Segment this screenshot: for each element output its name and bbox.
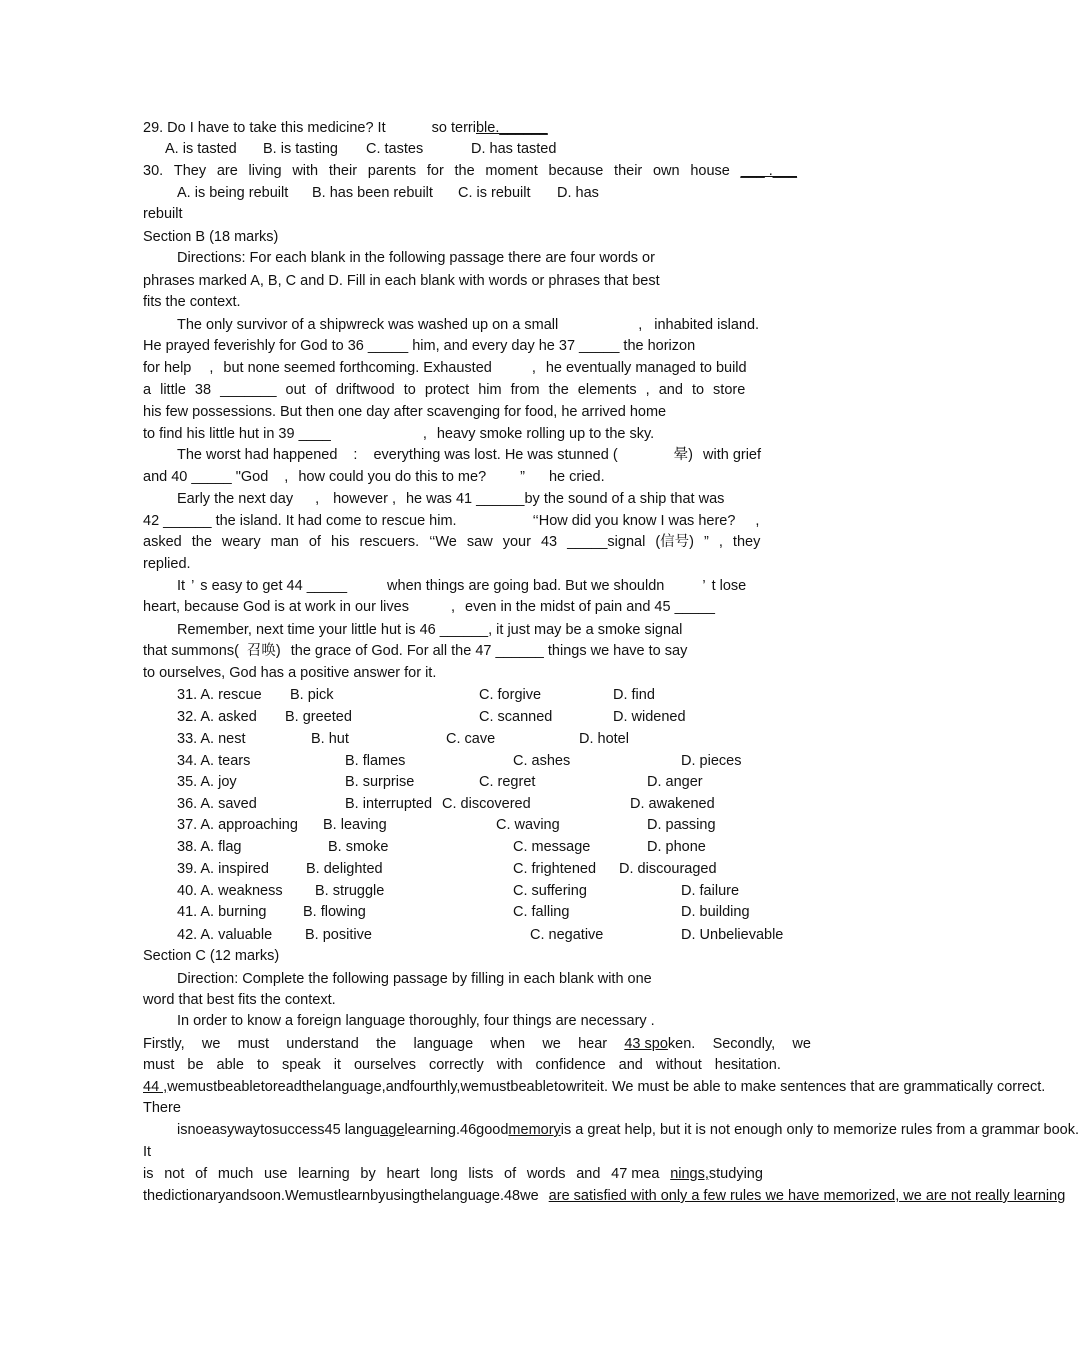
passage-line: He prayed feverishly for God to 36 _____ him, and every day he 37 _____ the horizon (143, 338, 696, 354)
option-37-d: D. passing (647, 817, 716, 833)
blank-43[interactable]: 43 spo (624, 1036, 668, 1052)
passage-line: replied. (143, 556, 191, 572)
option-39-a: 39. A. inspired (177, 861, 269, 877)
option-37-b: B. leaving (323, 817, 387, 833)
option-42-b: B. positive (305, 927, 372, 943)
q29-option-d: D. has tasted (471, 141, 557, 157)
passage-line: Early the next day , however , he was 41 ______by the sound of a ship that was (177, 491, 725, 507)
option-40-c: C. suffering (513, 883, 587, 899)
option-40-a: 40. A. weakness (177, 883, 283, 899)
option-32-d: D. widened (613, 709, 686, 725)
option-38-b: B. smoke (328, 839, 389, 855)
passage-line: to find his little hut in 39 ____ , heavy smoke rolling up to the sky. (143, 426, 655, 442)
blank-45[interactable]: age (380, 1122, 405, 1138)
blank-44[interactable]: 44 , (143, 1079, 168, 1095)
passage-line: 42 ______ the island. It had come to rescue him. ‘‘How did you know I was here? , (143, 513, 760, 529)
option-35-d: D. anger (647, 774, 703, 790)
q30-option-d: D. has (557, 185, 599, 201)
option-33-b: B. hut (311, 731, 349, 747)
passage-c-line: Firstly, we must understand the language when we hear 43 spoken. Secondly, we (143, 1036, 811, 1052)
option-40-b: B. struggle (315, 883, 385, 899)
option-35-b: B. surprise (345, 774, 415, 790)
passage-c-line: must be able to speak it ourselves correctly with confidence and without hesitation. (143, 1057, 781, 1073)
passage-line: to ourselves, God has a positive answer for it. (143, 665, 437, 681)
option-42-c: C. negative (530, 927, 604, 943)
option-40-d: D. failure (681, 883, 740, 899)
section-c-directions: word that best fits the context. (143, 992, 336, 1008)
q29-stem: 29. Do I have to take this medicine? It so terrible.______ (143, 120, 548, 136)
option-34-c: C. ashes (513, 753, 571, 769)
option-35-c: C. regret (479, 774, 536, 790)
passage-line: his few possessions. But then one day after scavenging for food, he arrived home (143, 404, 667, 420)
passage-line: It ’ s easy to get 44 _____ when things are going bad. But we shouldn ’ t lose (177, 578, 747, 594)
option-33-d: D. hotel (579, 731, 629, 747)
section-b-heading: Section B (18 marks) (143, 229, 279, 245)
q29-blank[interactable]: ______ (499, 120, 548, 136)
option-36-b: B. interrupted (345, 796, 433, 812)
option-33-c: C. cave (446, 731, 496, 747)
option-31-a: 31. A. rescue (177, 687, 262, 703)
option-31-c: C. forgive (479, 687, 542, 703)
passage-line: and 40 _____ "God , how could you do this to me? ” he cried. (143, 469, 605, 485)
passage-line: Remember, next time your little hut is 46 ______, it just may be a smoke signal (177, 622, 683, 638)
passage-line: a little 38 _______ out of driftwood to protect him from the elements , and to store (143, 382, 746, 398)
blank-46[interactable]: memory (508, 1122, 561, 1138)
option-39-c: C. frightened (513, 861, 597, 877)
q30-option-b: B. has been rebuilt (312, 185, 433, 201)
option-41-c: C. falling (513, 904, 570, 920)
q29-option-c: C. tastes (366, 141, 424, 157)
passage-line: The only survivor of a shipwreck was washed up on a small , inhabited island. (177, 317, 760, 333)
option-34-a: 34. A. tears (177, 753, 251, 769)
option-42-a: 42. A. valuable (177, 927, 273, 943)
section-c-heading: Section C (12 marks) (143, 948, 280, 964)
q30-option-a: A. is being rebuilt (177, 185, 289, 201)
option-37-c: C. waving (496, 817, 560, 833)
option-34-d: D. pieces (681, 753, 742, 769)
option-38-a: 38. A. flag (177, 839, 242, 855)
option-39-b: B. delighted (306, 861, 383, 877)
option-36-c: C. discovered (442, 796, 531, 812)
option-38-c: C. message (513, 839, 591, 855)
passage-c-line: is not of much use learning by heart long lists of words and 47 mea nings,studying (143, 1166, 763, 1182)
passage-line: for help , but none seemed forthcoming. Exhausted , he eventually managed to build (143, 360, 747, 376)
option-32-a: 32. A. asked (177, 709, 257, 725)
passage-c-line: 44 , we must be able to read the language, and fourthly, we must be able to write it. We must be able to make sentences that are grammatically correct. (143, 1079, 1046, 1095)
passage-line: asked the weary man of his rescuers. ‘‘We saw your 43 _____signal (信号) ” , they (143, 534, 761, 550)
passage-c-line: is no easy way to success 45 langu agelearning. 46 goodmemory is a great help, but it is not enough only to memorize rules from a grammar book. (177, 1122, 1079, 1138)
option-39-d: D. discouraged (619, 861, 717, 877)
option-35-a: 35. A. joy (177, 774, 237, 790)
option-42-d: D. Unbelievable (681, 927, 784, 943)
section-b-directions: Directions: For each blank in the following passage there are four words or (177, 250, 655, 266)
option-41-a: 41. A. burning (177, 904, 267, 920)
passage-line: heart, because God is at work in our lives , even in the midst of pain and 45 _____ (143, 599, 715, 615)
option-41-d: D. building (681, 904, 750, 920)
option-32-c: C. scanned (479, 709, 553, 725)
section-b-directions: fits the context. (143, 294, 241, 310)
option-31-d: D. find (613, 687, 655, 703)
passage-line: that summons( 召唤) the grace of God. For all the 47 ______ things we have to say (143, 643, 688, 659)
option-32-b: B. greeted (285, 709, 352, 725)
passage-c-line: the dictionary and so on. We must learn by using the language. 48 we are satisfied with only a few rules we have memorized, we are not really learning (143, 1187, 779, 1205)
section-b-directions: phrases marked A, B, C and D. Fill in each blank with words or phrases that best (143, 273, 660, 289)
section-c-directions: Direction: Complete the following passage by filling in each blank with one (177, 971, 652, 987)
q30-stem: 30. They are living with their parents for the moment because their own house ___ .___ (143, 163, 797, 179)
passage-c-line: There (143, 1100, 181, 1116)
passage-c-line: It (143, 1144, 152, 1160)
q30-option-d-cont: rebuilt (143, 206, 183, 222)
option-34-b: B. flames (345, 753, 406, 769)
option-36-d: D. awakened (630, 796, 715, 812)
blank-47[interactable]: nings, (670, 1166, 709, 1182)
q29-option-a: A. is tasted (165, 141, 237, 157)
option-38-d: D. phone (647, 839, 706, 855)
q29-option-b: B. is tasting (263, 141, 338, 157)
option-33-a: 33. A. nest (177, 731, 246, 747)
option-36-a: 36. A. saved (177, 796, 257, 812)
q30-blank[interactable]: ___ .___ (740, 163, 797, 179)
option-31-b: B. pick (290, 687, 334, 703)
option-41-b: B. flowing (303, 904, 366, 920)
passage-line: The worst had happened : everything was lost. He was stunned ( 晕) with grief (177, 447, 762, 463)
blank-48[interactable]: are satisfied with only a few rules we have memorized, we are not really learning (548, 1188, 1066, 1204)
passage-c-line: In order to know a foreign language thoroughly, four things are necessary . (177, 1013, 655, 1029)
q30-option-c: C. is rebuilt (458, 185, 531, 201)
option-37-a: 37. A. approaching (177, 817, 298, 833)
